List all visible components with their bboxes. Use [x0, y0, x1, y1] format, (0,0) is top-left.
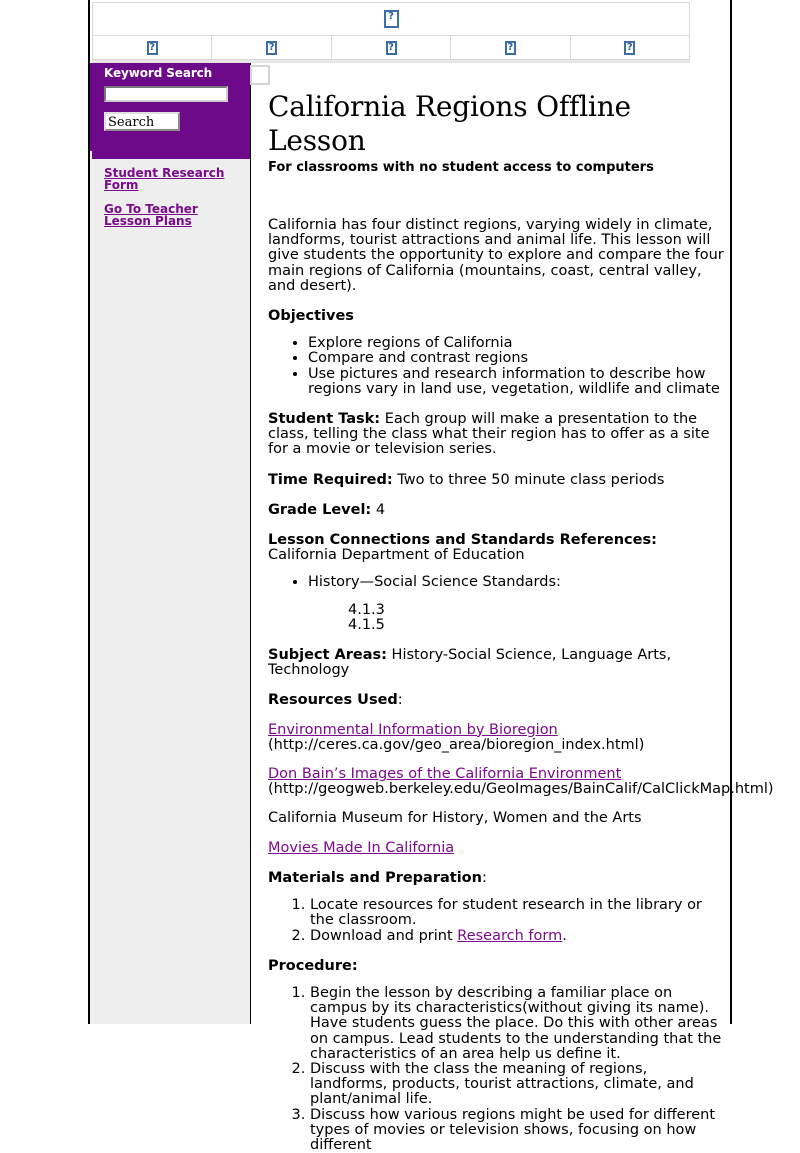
nav-item-1[interactable] [93, 36, 212, 59]
list-item [310, 929, 724, 944]
subject-areas-text: History-Social Science, Language Arts, Technology [268, 647, 672, 679]
student-task-paragraph [268, 412, 724, 458]
nav-item-5-broken-image-icon [624, 41, 635, 55]
materials-colon: : [481, 869, 487, 886]
search-panel-accent-bar [92, 151, 250, 159]
nav-item-5[interactable] [571, 36, 689, 59]
site-banner [92, 2, 690, 36]
link-environmental-information-by-bioregion[interactable]: Environmental Information by Bioregion [268, 721, 558, 738]
nav-item-4[interactable] [451, 36, 570, 59]
sidebar-corner-broken-image-icon [250, 65, 270, 85]
keyword-search-title: Keyword Search [104, 66, 213, 80]
student-task-label: Student Task: [268, 411, 381, 428]
nav-item-3-broken-image-icon [386, 41, 397, 55]
grade-level-paragraph [268, 503, 724, 518]
nav-item-3[interactable] [332, 36, 451, 59]
objectives-list [268, 336, 724, 397]
grade-level-label: Grade Level: [268, 501, 372, 518]
intro-paragraph: California has four distinct regions, varying widely in climate, landforms, tourist attractions and animal life. This lesson will give students the opportunity to explore and compare the four main regions of California (mountains, coast, central valley, and desert). [268, 217, 724, 294]
list-item: 1. Locate resources for student research in the library or the classroom. [310, 898, 724, 928]
standards-paragraph [268, 533, 724, 563]
objectives-heading: Objectives [268, 308, 354, 325]
nav-item-1-broken-image-icon [147, 41, 158, 55]
sidebar-item-teacher-lesson-plans[interactable]: Go To Teacher Lesson Plans [104, 202, 198, 228]
page-subtitle: For classrooms with no student access to computers [268, 160, 654, 175]
page-frame [88, 0, 774, 1153]
standards-label: Lesson Connections and Standards References: [268, 532, 657, 549]
resource-entry-bioregion [268, 723, 724, 753]
resources-used-label: Resources Used [268, 692, 398, 709]
main-navigation-bar[interactable] [92, 36, 690, 60]
materials-list [268, 898, 724, 944]
standards-list [268, 575, 724, 590]
procedure-heading: Procedure: [268, 957, 358, 974]
subject-areas-paragraph [268, 648, 724, 678]
search-input[interactable] [104, 86, 228, 102]
link-research-form[interactable]: Research form [457, 927, 563, 944]
list-item: • History—Social Science Standards: [308, 575, 724, 590]
standards-code-1: 4.1.3 [348, 601, 385, 618]
resource-url-don-bain: (http://geogweb.berkeley.edu/GeoImages/BainCalif/CalClickMap.html) [268, 781, 774, 798]
standards-agency: California Department of Education [268, 547, 525, 564]
banner-logo-broken-image-icon [384, 10, 399, 28]
list-item: 2. Discuss with the class the meaning of regions, landforms, products, tourist attractions, climate, and plant/animal life. [310, 1062, 724, 1108]
nav-item-4-broken-image-icon [505, 41, 516, 55]
sidebar-divider [90, 159, 250, 161]
standards-code-2: 4.1.5 [348, 616, 385, 633]
sidebar-link-list [90, 167, 250, 239]
standards-codes [348, 603, 724, 633]
procedure-list [268, 986, 724, 1153]
time-required-label: Time Required: [268, 471, 393, 488]
link-movies-made-in-california[interactable]: Movies Made In California [268, 839, 455, 856]
resources-used-heading [268, 693, 724, 708]
resources-used-colon: : [397, 692, 403, 709]
keyword-search-panel [90, 63, 250, 151]
sidebar [90, 63, 250, 1024]
resource-entry-don-bain [268, 766, 774, 798]
sidebar-item-student-research-form[interactable]: Student Research Form [104, 166, 225, 192]
sidebar-right-rule [250, 63, 251, 1024]
nav-item-2[interactable] [212, 36, 331, 59]
materials-label: Materials and Preparation [268, 869, 482, 886]
search-button[interactable]: Search [104, 112, 180, 131]
materials-item-2-post: . [562, 927, 567, 944]
page-title: California Regions Offline Lesson [268, 90, 631, 157]
time-required-paragraph [268, 473, 724, 488]
sidebar-corner-image-wrapper [250, 64, 270, 85]
list-item: • Explore regions of California [308, 336, 724, 351]
subject-areas-label: Subject Areas: [268, 647, 387, 664]
list-item: • Compare and contrast regions [308, 351, 724, 366]
time-required-text: Two to three 50 minute class periods [392, 471, 665, 488]
resource-entry-movies [268, 841, 724, 856]
list-item: 3. Discuss how various regions might be used for different types of movies or television shows, focusing on how different [310, 1108, 724, 1153]
student-task-text: Each group will make a presentation to the class, telling the class what their region has to offer as a site for a movie or television series. [268, 411, 710, 458]
list-item: • Use pictures and research information to describe how regions vary in land use, vegetation, wildlife and climate [308, 367, 724, 397]
lesson-content [268, 90, 774, 1153]
link-don-bain-images[interactable]: Don Bain’s Images of the California Environment [268, 766, 622, 783]
materials-item-2-pre: Download and print [310, 927, 458, 944]
nav-item-2-broken-image-icon [266, 41, 277, 55]
resource-entry-museum: California Museum for History, Women and the Arts [268, 810, 642, 827]
list-item: 1. Begin the lesson by describing a familiar place on campus by its characteristics(without giving its name). Have students guess the place. Do this with other areas on campus. Lead students to the understanding that the characteristics of an area help us define it. [310, 986, 724, 1062]
resource-url-bioregion: (http://ceres.ca.gov/geo_area/bioregion_index.html) [268, 736, 645, 753]
grade-level-text: 4 [371, 501, 386, 518]
materials-heading [268, 871, 724, 886]
